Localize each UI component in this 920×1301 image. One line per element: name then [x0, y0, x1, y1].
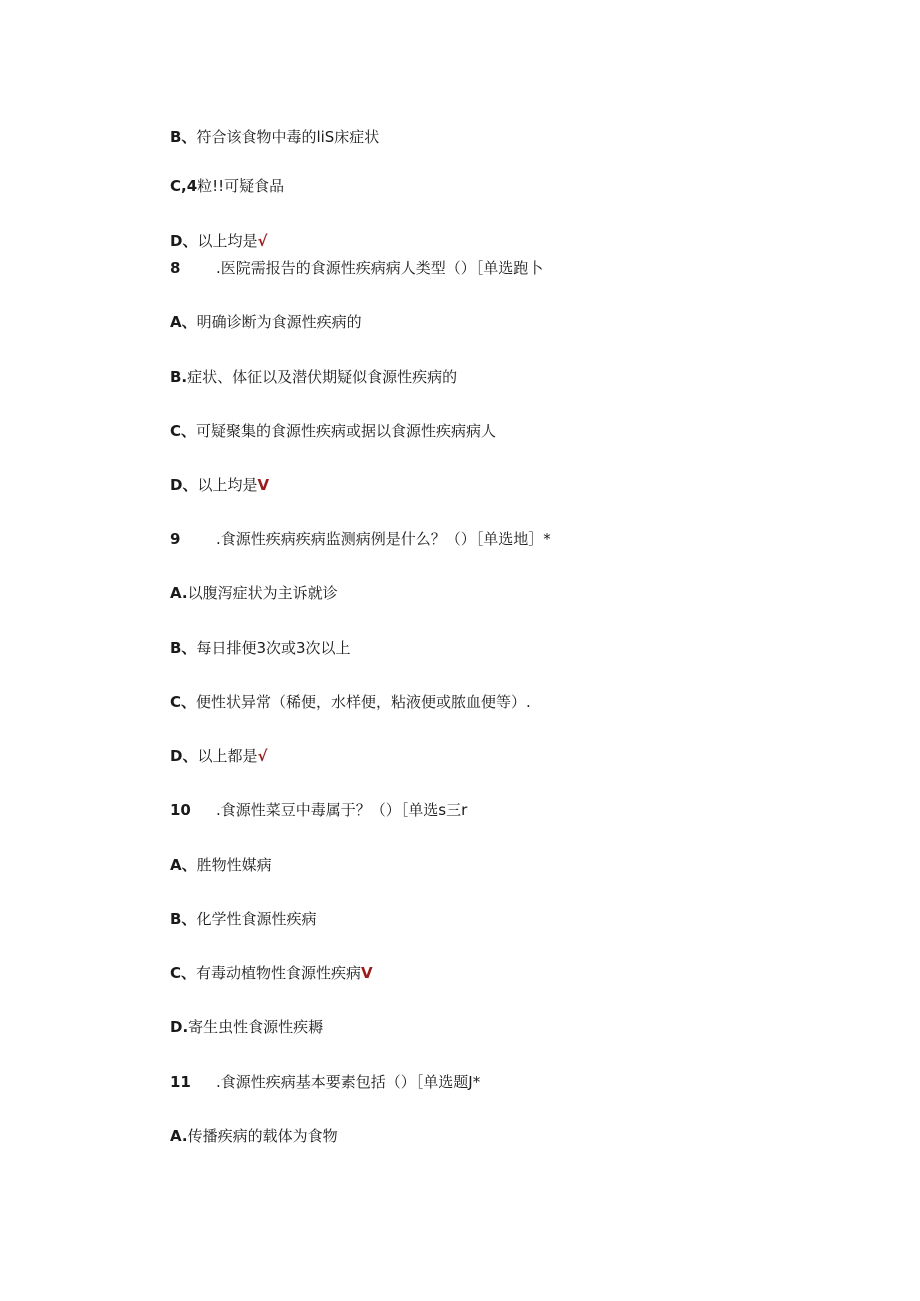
option-line [170, 176, 284, 196]
option-prefix: A、 [170, 313, 197, 331]
option-text: 胜物性媒病 [196, 856, 272, 874]
option-text: 以上均是 [197, 476, 258, 494]
option-line [170, 127, 379, 147]
question-number: 9 [170, 530, 181, 548]
option-text: 以上都是 [197, 747, 258, 765]
option-prefix: B、 [170, 639, 197, 657]
option-text: 便性状异常（稀便，水样便，粘液便或脓血便等）. [196, 693, 531, 711]
option-line [170, 746, 267, 766]
option-text: 有毒动植物性食源性疾病 [196, 964, 362, 982]
option-line [170, 367, 457, 387]
option-text: 以腹泻症状为主诉就诊 [187, 584, 338, 602]
question-text: .食源性疾病疾病监测病例是什么？（）［单选地］* [216, 530, 551, 548]
option-prefix: A. [170, 584, 188, 602]
question-text: .食源性疾病基本要素包括（）［单选题J* [216, 1073, 481, 1091]
question-text: .食源性菜豆中毒属于？（）［单选s三r [216, 801, 468, 819]
option-prefix: C、 [170, 693, 197, 711]
option-text: 症状、体征以及潜伏期疑似食源性疾病的 [187, 368, 458, 386]
option-line [170, 638, 351, 658]
option-line [170, 583, 338, 603]
option-prefix: C,4 [170, 177, 198, 195]
option-line [170, 855, 272, 875]
option-prefix: C、 [170, 422, 197, 440]
option-prefix: A. [170, 1127, 188, 1145]
option-line [170, 1017, 323, 1037]
option-prefix: A、 [170, 856, 197, 874]
question-text: .医院需报告的食源性疾病病人类型（）［单选跑卜 [216, 259, 544, 277]
option-text: 传播疾病的载体为食物 [187, 1127, 338, 1145]
option-line [170, 421, 496, 441]
option-text: 化学性食源性疾病 [196, 910, 317, 928]
question-line [170, 258, 543, 278]
option-text: 粒!!可疑食品 [197, 177, 285, 195]
option-text: 明确诊断为食源性疾病的 [196, 313, 362, 331]
answer-check-mark: V [361, 964, 373, 982]
option-text: 每日排便3次或3次以上 [196, 639, 351, 657]
option-text: 可疑聚集的食源性疾病或据以食源性疾病病人 [196, 422, 497, 440]
question-line [170, 529, 551, 549]
option-prefix: B. [170, 368, 188, 386]
option-prefix: B、 [170, 128, 197, 146]
answer-check-mark: √ [257, 232, 268, 250]
option-line [170, 692, 531, 712]
question-number: 11 [170, 1073, 191, 1091]
answer-check-mark: V [257, 476, 270, 494]
option-prefix: C、 [170, 964, 197, 982]
option-line [170, 909, 316, 929]
option-text: 寄生虫性食源性疾耨 [188, 1018, 324, 1036]
option-text: 符合该食物中毒的liS床症状 [196, 128, 380, 146]
option-prefix: D. [170, 1018, 189, 1036]
answer-check-mark: √ [257, 747, 268, 765]
option-line [170, 231, 267, 251]
option-prefix: D、 [170, 747, 198, 765]
option-line [170, 475, 269, 495]
question-line [170, 1072, 480, 1092]
question-number: 10 [170, 801, 191, 819]
question-number: 8 [170, 259, 181, 277]
option-prefix: D、 [170, 476, 198, 494]
option-line [170, 963, 373, 983]
option-prefix: B、 [170, 910, 197, 928]
option-line [170, 312, 362, 332]
question-line [170, 800, 467, 820]
option-prefix: D、 [170, 232, 198, 250]
option-text: 以上均是 [197, 232, 258, 250]
option-line [170, 1126, 338, 1146]
